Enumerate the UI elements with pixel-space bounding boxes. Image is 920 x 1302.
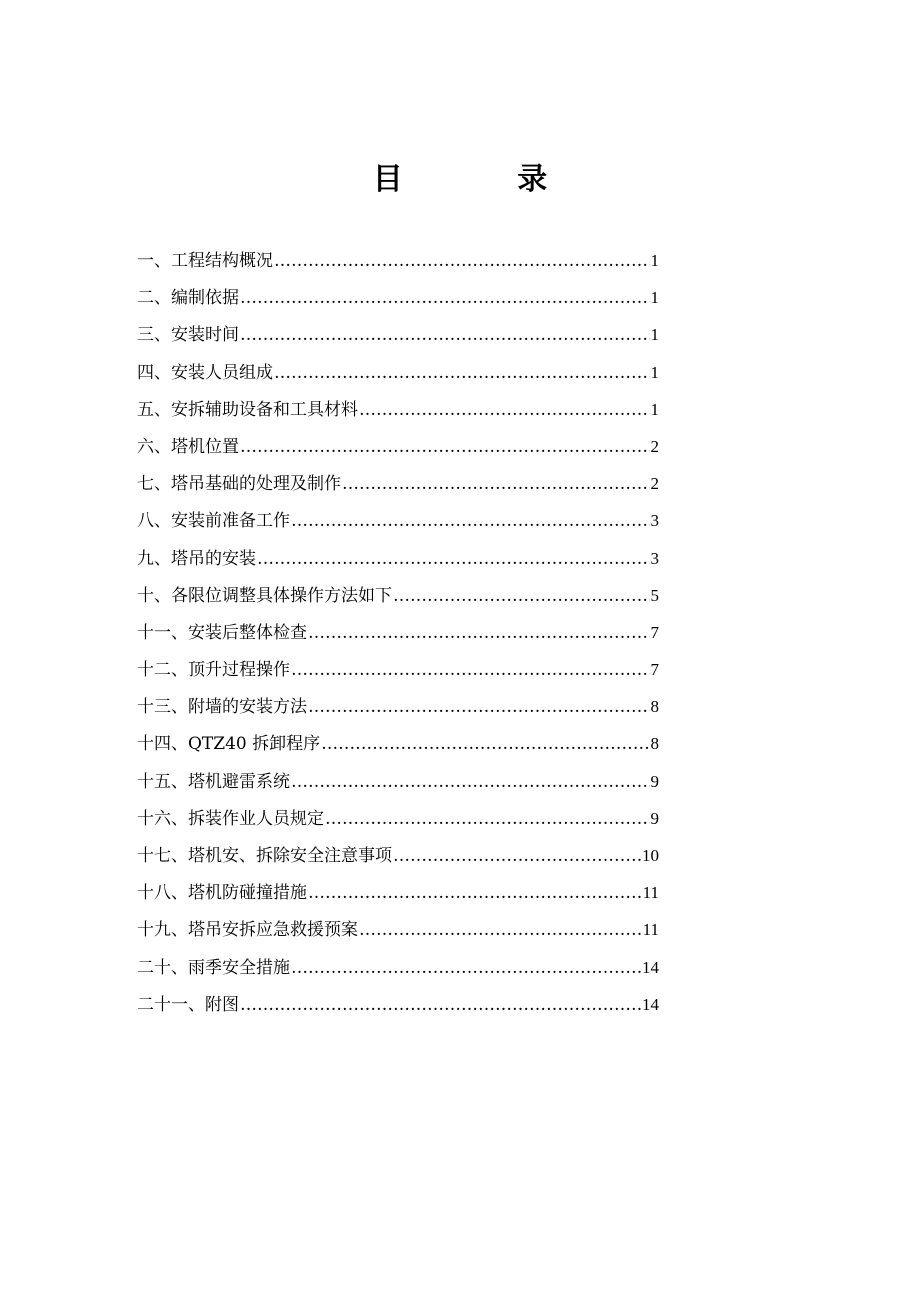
toc-entry-label: 九、塔吊的安装 xyxy=(137,548,256,569)
toc-entry-label: 五、安拆辅助设备和工具材料 xyxy=(137,399,358,420)
toc-entry-page: 1 xyxy=(650,288,659,308)
toc-leader-dots xyxy=(291,503,650,540)
toc-entry-label: 十四、QTZ40 拆卸程序 xyxy=(137,734,321,755)
toc-entry-page: 11 xyxy=(642,883,659,903)
toc-entry-page: 2 xyxy=(650,436,659,456)
toc-entry-label: 二十一、附图 xyxy=(137,994,239,1015)
toc-leader-dots xyxy=(308,689,650,726)
toc-entry-label: 二十、雨季安全措施 xyxy=(137,957,290,978)
toc-entry[interactable] xyxy=(137,354,659,391)
toc-entry-page: 10 xyxy=(642,846,659,865)
toc-leader-dots xyxy=(342,466,650,503)
toc-entry-page: 7 xyxy=(650,622,659,642)
toc-entry[interactable] xyxy=(137,577,659,614)
toc-entry-label: 十七、塔机安、拆除安全注意事项 xyxy=(137,846,392,866)
toc-entry[interactable] xyxy=(137,651,659,688)
toc-entry-label: 一、工程结构概况 xyxy=(137,251,273,271)
toc-entry[interactable] xyxy=(137,986,659,1023)
toc-entry[interactable] xyxy=(137,391,659,428)
toc-entry-label: 三、安装时间 xyxy=(137,325,239,346)
toc-leader-dots xyxy=(321,726,649,763)
toc-entry-page: 14 xyxy=(642,957,659,977)
toc-entry-page: 9 xyxy=(650,771,659,791)
toc-entry-page: 1 xyxy=(650,399,659,419)
toc-entry-label: 十一、安装后整体检查 xyxy=(137,622,307,643)
toc-entry[interactable] xyxy=(137,614,659,651)
toc-leader-dots xyxy=(359,392,650,429)
toc-leader-dots xyxy=(291,764,650,801)
toc-entry[interactable] xyxy=(137,502,659,539)
toc-entry[interactable] xyxy=(137,949,659,986)
toc-leader-dots xyxy=(240,317,650,354)
toc-entry-label: 二、编制依据 xyxy=(137,288,239,309)
toc-leader-dots xyxy=(291,652,650,689)
toc-leader-dots xyxy=(257,541,650,578)
toc-entry[interactable] xyxy=(137,763,659,800)
toc-leader-dots xyxy=(240,987,641,1024)
toc-entry-page: 3 xyxy=(650,511,659,531)
toc-entry-label: 十二、顶升过程操作 xyxy=(137,660,290,681)
toc-entry[interactable] xyxy=(137,279,659,316)
toc-leader-dots xyxy=(240,280,650,317)
toc-entry-page: 8 xyxy=(650,734,659,754)
toc-entry[interactable] xyxy=(137,837,659,874)
toc-entry-page: 7 xyxy=(650,660,659,680)
toc-entry[interactable] xyxy=(137,540,659,577)
toc-entry[interactable] xyxy=(137,316,659,353)
toc-leader-dots xyxy=(291,950,641,987)
toc-leader-dots xyxy=(393,838,641,875)
toc-entry-label: 七、塔吊基础的处理及制作 xyxy=(137,474,341,495)
toc-entry-page: 9 xyxy=(650,808,659,828)
toc-entry-label: 四、安装人员组成 xyxy=(137,362,273,383)
toc-entry-page: 2 xyxy=(650,474,659,494)
toc-leader-dots xyxy=(240,429,650,466)
toc-leader-dots xyxy=(359,912,642,949)
toc-entry-page: 11 xyxy=(642,920,659,940)
toc-entry-label: 十、各限位调整具体操作方法如下 xyxy=(137,585,392,606)
toc-leader-dots xyxy=(274,243,650,280)
table-of-contents xyxy=(137,242,659,1023)
toc-entry[interactable] xyxy=(137,725,659,762)
toc-leader-dots xyxy=(308,615,650,652)
toc-entry-page: 8 xyxy=(650,697,659,717)
toc-entry-page: 1 xyxy=(650,362,659,382)
toc-leader-dots xyxy=(308,875,642,912)
toc-entry[interactable] xyxy=(137,874,659,911)
toc-entry-page: 1 xyxy=(650,251,659,270)
toc-entry-label: 十六、拆装作业人员规定 xyxy=(137,808,324,829)
toc-entry[interactable] xyxy=(137,911,659,948)
toc-entry[interactable] xyxy=(137,428,659,465)
toc-entry-page: 14 xyxy=(642,994,659,1014)
toc-entry-page: 3 xyxy=(650,548,659,568)
toc-entry-label: 八、安装前准备工作 xyxy=(137,511,290,532)
toc-entry-label: 十九、塔吊安拆应急救援预案 xyxy=(137,920,358,941)
toc-leader-dots xyxy=(393,578,650,615)
toc-leader-dots xyxy=(325,801,650,838)
toc-title: 目 录 xyxy=(372,162,600,197)
toc-entry[interactable] xyxy=(137,688,659,725)
toc-leader-dots xyxy=(274,355,650,392)
toc-entry-label: 十八、塔机防碰撞措施 xyxy=(137,883,307,904)
toc-entry[interactable] xyxy=(137,465,659,502)
toc-entry-page: 5 xyxy=(650,585,659,605)
toc-entry-label: 六、塔机位置 xyxy=(137,436,239,457)
toc-entry[interactable] xyxy=(137,800,659,837)
toc-entry-label: 十五、塔机避雷系统 xyxy=(137,771,290,792)
toc-entry-label: 十三、附墙的安装方法 xyxy=(137,697,307,718)
toc-entry-page: 1 xyxy=(650,325,659,345)
toc-entry[interactable] xyxy=(137,242,659,279)
